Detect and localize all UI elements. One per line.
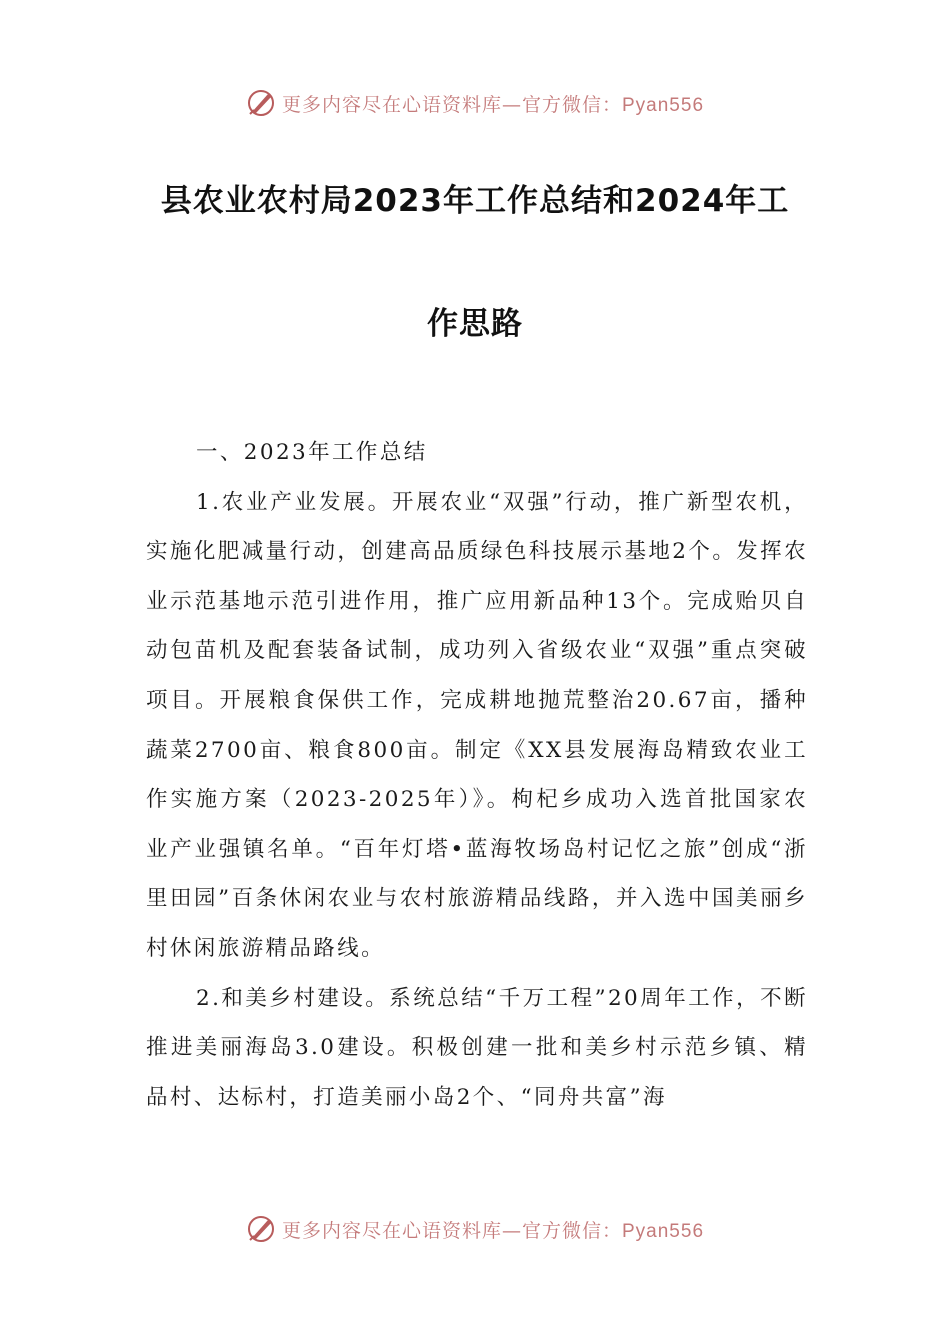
watermark-footer (0, 1212, 950, 1246)
watermark-text: 更多内容尽在心语资料库—官方微信：Pyan556 (281, 93, 705, 116)
paragraph-agri-industry: 1.农业产业发展。开展农业“双强”行动，推广新型农机，实施化肥减量行动，创建高品质绿色科技展示基地2个。发挥农业示范基地示范引进作用，推广应用新品种13个。完成贻贝自动包苗机及配套装备试制，成功列入省级农业“双强”重点突破项目。开展粮食保供工作，完成耕地抛荒整治20.67亩，播种蔬菜2700亩、粮食800亩。制定《XX县发展海岛精致农业工作实施方案（2023-2025年）》。枸杞乡成功入选首批国家农业产业强镇名单。“百年灯塔•蓝海牧场岛村记忆之旅”创成“浙里田园”百条休闲农业与农村旅游精品线路，并入选中国美丽乡村休闲旅游精品路线。 (146, 489, 808, 961)
quill-circle-icon (246, 1214, 276, 1244)
document-title-line2: 作思路 (427, 306, 523, 342)
watermark-header (0, 86, 950, 120)
quill-circle-icon (246, 88, 276, 118)
document-title-line1: 县农业农村局2023年工作总结和2024年工 (160, 183, 790, 219)
watermark-text: 更多内容尽在心语资料库—官方微信：Pyan556 (281, 1219, 705, 1242)
section-heading: 一、2023年工作总结 (196, 440, 428, 465)
document-body (146, 428, 808, 1122)
paragraph-rural-construction: 2.和美乡村建设。系统总结“千万工程”20周年工作，不断推进美丽海岛3.0建设。积极创建一批和美乡村示范乡镇、精品村、达标村，打造美丽小岛2个、“同舟共富”海 (146, 985, 808, 1110)
